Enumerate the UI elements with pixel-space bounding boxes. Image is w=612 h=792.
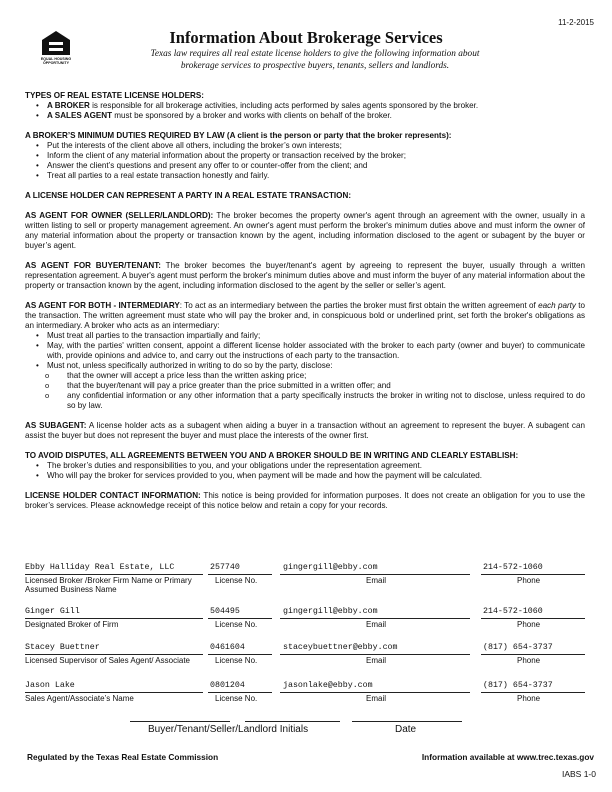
email-field[interactable]: staceybuettner@ebby.com xyxy=(283,643,398,652)
list-item: • A BROKER is responsible for all brokerage activities, including acts performed by sales agents sponsored by the broker. xyxy=(47,101,585,111)
phone-field[interactable]: (817) 654-3737 xyxy=(483,643,553,652)
disclose-sublist xyxy=(25,371,585,411)
name-field[interactable]: Ebby Halliday Real Estate, LLC xyxy=(25,563,175,572)
list-item: • Must treat all parties to the transaction impartially and fairly; xyxy=(47,331,585,341)
name-field[interactable]: Jason Lake xyxy=(25,681,75,690)
contact-row-designated-broker xyxy=(25,607,585,642)
phone-label: Phone xyxy=(517,656,541,665)
initials-line-1[interactable] xyxy=(130,721,230,722)
license-label: License No. xyxy=(215,620,258,629)
notice-body xyxy=(25,91,585,511)
email-label: Email xyxy=(366,656,387,665)
intermediary-list xyxy=(25,331,585,371)
form-code: IABS 1-0 xyxy=(561,769,596,779)
subagent-paragraph: AS SUBAGENT: A license holder acts as a subagent when aiding a buyer in a transaction without an agreement to represent the buyer. A subagent can assist the buyer but does not represent the buyer and must place the interests of the owner first. xyxy=(25,421,585,440)
list-item: o that the buyer/tenant will pay a price greater than the price submitted in a written offer; and xyxy=(67,381,585,391)
name-label: Sales Agent/Associate’s Name xyxy=(25,694,134,703)
phone-field[interactable]: 214-572-1060 xyxy=(483,607,543,616)
email-label: Email xyxy=(366,576,387,585)
contact-paragraph: LICENSE HOLDER CONTACT INFORMATION: This notice is being provided for information purposes. It does not create an obligation for you to use the broker’s services. Please acknowledge receipt of this notice below and retain a copy for your records. xyxy=(25,491,586,510)
license-label: License No. xyxy=(215,694,258,703)
license-field[interactable]: 257740 xyxy=(210,563,240,572)
email-field[interactable]: gingergill@ebby.com xyxy=(283,563,378,572)
phone-field[interactable]: 214-572-1060 xyxy=(483,563,543,572)
represent-heading: A LICENSE HOLDER CAN REPRESENT A PARTY IN A REAL ESTATE TRANSACTION: xyxy=(25,191,352,200)
name-label: Licensed Supervisor of Sales Agent/ Associate xyxy=(25,656,190,665)
email-label: Email xyxy=(366,694,387,703)
license-field[interactable]: 0461604 xyxy=(210,643,245,652)
list-item: • Treat all parties to a real estate transaction honestly and fairly. xyxy=(47,171,585,181)
name-field[interactable]: Stacey Buettner xyxy=(25,643,100,652)
duties-list xyxy=(25,141,585,181)
disputes-heading: TO AVOID DISPUTES, ALL AGREEMENTS BETWEEN YOU AND A BROKER SHOULD BE IN WRITING AND CLEARLY ESTABLISH: xyxy=(25,451,519,460)
regulated-by: Regulated by the Texas Real Estate Commission xyxy=(27,752,219,762)
phone-label: Phone xyxy=(517,694,541,703)
list-item: • Inform the client of any material information about the property or transaction received by the broker; xyxy=(47,151,585,161)
intro-line-2: brokerage services to prospective buyers, tenants, sellers and landlords. xyxy=(180,60,450,71)
license-field[interactable]: 0801204 xyxy=(210,681,245,690)
email-label: Email xyxy=(366,620,387,629)
initials-label: Buyer/Tenant/Seller/Landlord Initials xyxy=(148,724,309,735)
types-list xyxy=(25,101,585,121)
disputes-list xyxy=(25,461,585,481)
list-item: • A SALES AGENT must be sponsored by a broker and works with clients on behalf of the broker. xyxy=(47,111,585,121)
phone-field[interactable]: (817) 654-3737 xyxy=(483,681,553,690)
form-date: 11-2-2015 xyxy=(558,18,594,27)
license-label: License No. xyxy=(215,656,258,665)
info-link[interactable]: Information available at www.trec.texas.gov xyxy=(421,752,594,762)
email-field[interactable]: jasonlake@ebby.com xyxy=(283,681,373,690)
initials-line-2[interactable] xyxy=(245,721,340,722)
list-item: • Who will pay the broker for services provided to you, when payment will be made and how the payment will be calculated. xyxy=(47,471,585,481)
name-label: Designated Broker of Firm xyxy=(25,620,119,629)
license-field[interactable]: 504495 xyxy=(210,607,240,616)
logo-caption-1: EQUAL HOUSING xyxy=(40,57,72,61)
intro-line-1: Texas law requires all real estate license holders to give the following information about xyxy=(150,49,480,59)
list-item: • The broker’s duties and responsibilities to you, and your obligations under the representation agreement. xyxy=(47,461,585,471)
owner-paragraph: AS AGENT FOR OWNER (SELLER/LANDLORD): The broker becomes the property owner's agent through an agreement with the owner, usually in a written listing to sell or property management agreement. An owner's agent must perform the broker's minimum duties above and must inform the owner of any material information about the property or transaction known by the agent, including information disclosed to the agent or subagent by the buyer or buyer’s agent. xyxy=(25,211,586,250)
phone-label: Phone xyxy=(517,576,541,585)
duties-heading: A BROKER’S MINIMUM DUTIES REQUIRED BY LAW (A client is the person or party that the broker represents): xyxy=(25,131,452,140)
list-item: • May, with the parties' written consent, appoint a different license holder associated with the broker to each party (owner and buyer) to communicate with, provide opinions and advice to, and carry out the instructions of each party to the transaction. xyxy=(47,341,585,361)
list-item: • Put the interests of the client above all others, including the broker’s own interests; xyxy=(47,141,585,151)
contact-row-sales-agent xyxy=(25,681,585,716)
date-line[interactable] xyxy=(352,721,462,722)
date-label: Date xyxy=(395,724,417,735)
buyer-paragraph: AS AGENT FOR BUYER/TENANT: The broker becomes the buyer/tenant's agent by agreeing to represent the buyer, usually through a written representation agreement. A buyer's agent must perform the broker's minimum duties above and must inform the buyer of any material information about the property or transaction known by the agent, including information disclosed to the agent by the seller or seller’s agent. xyxy=(25,261,585,290)
license-label: License No. xyxy=(215,576,258,585)
list-item: • Answer the client’s questions and present any offer to or counter-offer from the client; and xyxy=(47,161,585,171)
list-item: o that the owner will accept a price less than the written asking price; xyxy=(67,371,585,381)
intermediary-paragraph: AS AGENT FOR BOTH - INTERMEDIARY: To act as an intermediary between the parties the broker must first obtain the written agreement of each party to the transaction. The written agreement must state who will pay the broker and, in conspicuous bold or underlined print, set forth the broker's obligations as an intermediary. A broker who acts as an intermediary: xyxy=(25,301,585,330)
intro-text xyxy=(95,49,535,72)
list-item: • Must not, unless specifically authorized in writing to do so by the party, disclose: xyxy=(47,361,585,371)
email-field[interactable]: gingergill@ebby.com xyxy=(283,607,378,616)
list-item: o any confidential information or any other information that a party specifically instructs the broker in writing not to disclose, unless required to do so by law. xyxy=(67,391,585,411)
contact-row-supervisor xyxy=(25,643,585,678)
contact-row-broker xyxy=(25,563,585,598)
name-field[interactable]: Ginger Gill xyxy=(25,607,80,616)
logo-caption-2: OPPORTUNITY xyxy=(43,61,69,65)
types-heading: TYPES OF REAL ESTATE LICENSE HOLDERS: xyxy=(25,91,204,100)
phone-label: Phone xyxy=(517,620,541,629)
page-title: Information About Brokerage Services xyxy=(169,28,443,47)
name-label: Licensed Broker /Broker Firm Name or Primary Assumed Business Name xyxy=(25,576,192,594)
